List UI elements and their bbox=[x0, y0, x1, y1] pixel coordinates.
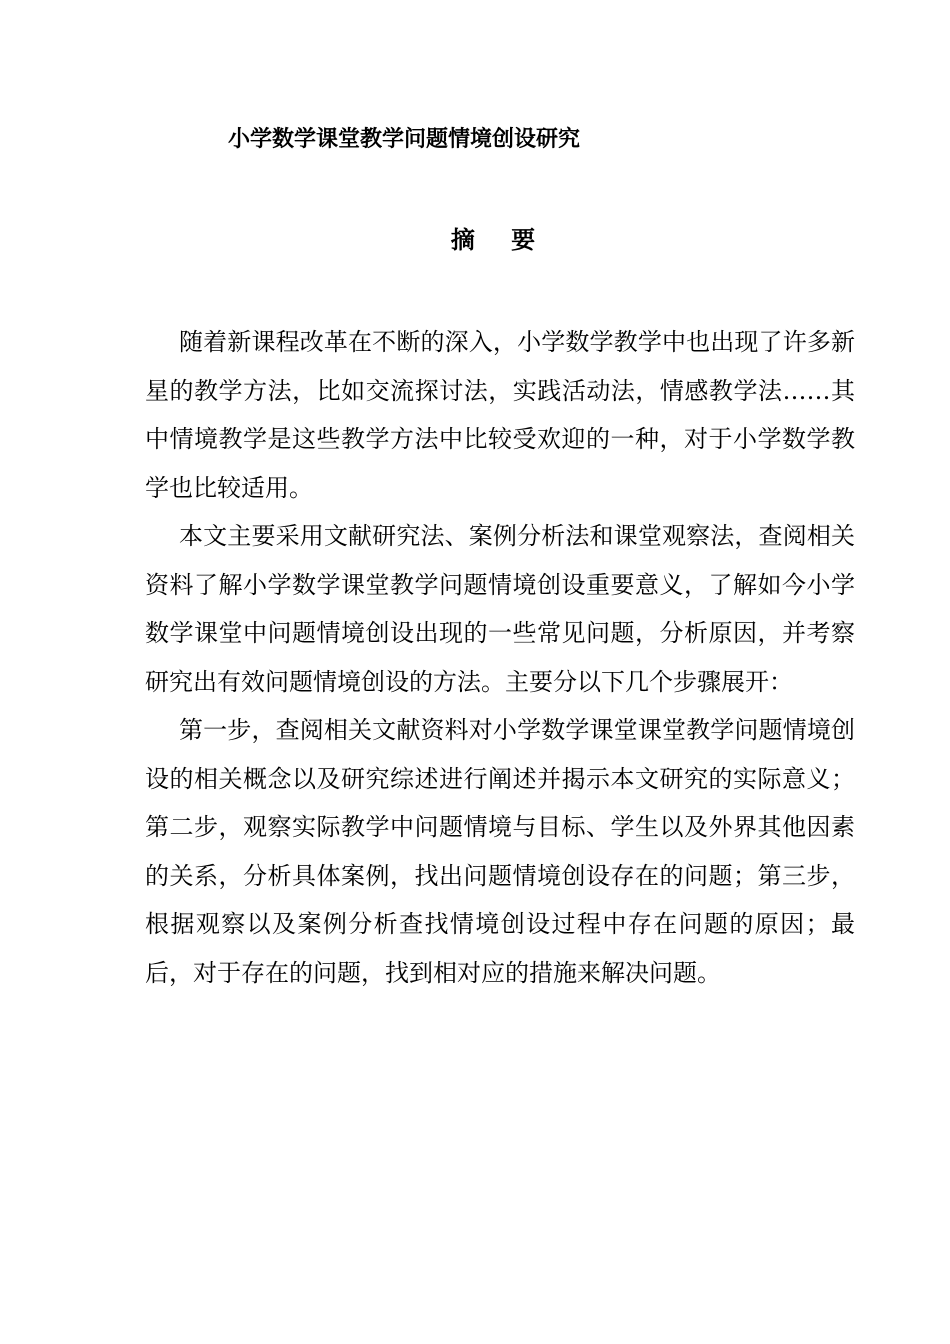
abstract-paragraph-3: 第一步，查阅相关文献资料对小学数学课堂课堂教学问题情境创设的相关概念以及研究综述进行阐述并揭示本文研究的实际意义；第二步，观察实际教学中问题情境与目标、学生以及外界其他因素的关系，分析具体案例，找出问题情境创设存在的问题；第三步，根据观察以及案例分析查找情境创设过程中存在问题的原因；最后，对于存在的问题，找到相对应的措施来解决问题。 bbox=[145, 716, 855, 987]
document-title: 小学数学课堂教学问题情境创设研究 bbox=[228, 127, 581, 152]
abstract-paragraph-2: 本文主要采用文献研究法、案例分析法和课堂观察法，查阅相关资料了解小学数学课堂教学问题情境创设重要意义，了解如今小学数学课堂中问题情境创设出现的一些常见问题，分析原因，并考察研究出有效问题情境创设的方法。主要分以下几个步骤展开： bbox=[145, 522, 855, 696]
abstract-body bbox=[145, 318, 855, 997]
abstract-paragraph-1: 随着新课程改革在不断的深入，小学数学教学中也出现了许多新星的教学方法，比如交流探讨法，实践活动法，情感教学法……其中情境教学是这些教学方法中比较受欢迎的一种，对于小学数学教学也比较适用。 bbox=[145, 328, 855, 502]
abstract-heading: 摘 要 bbox=[450, 226, 550, 254]
